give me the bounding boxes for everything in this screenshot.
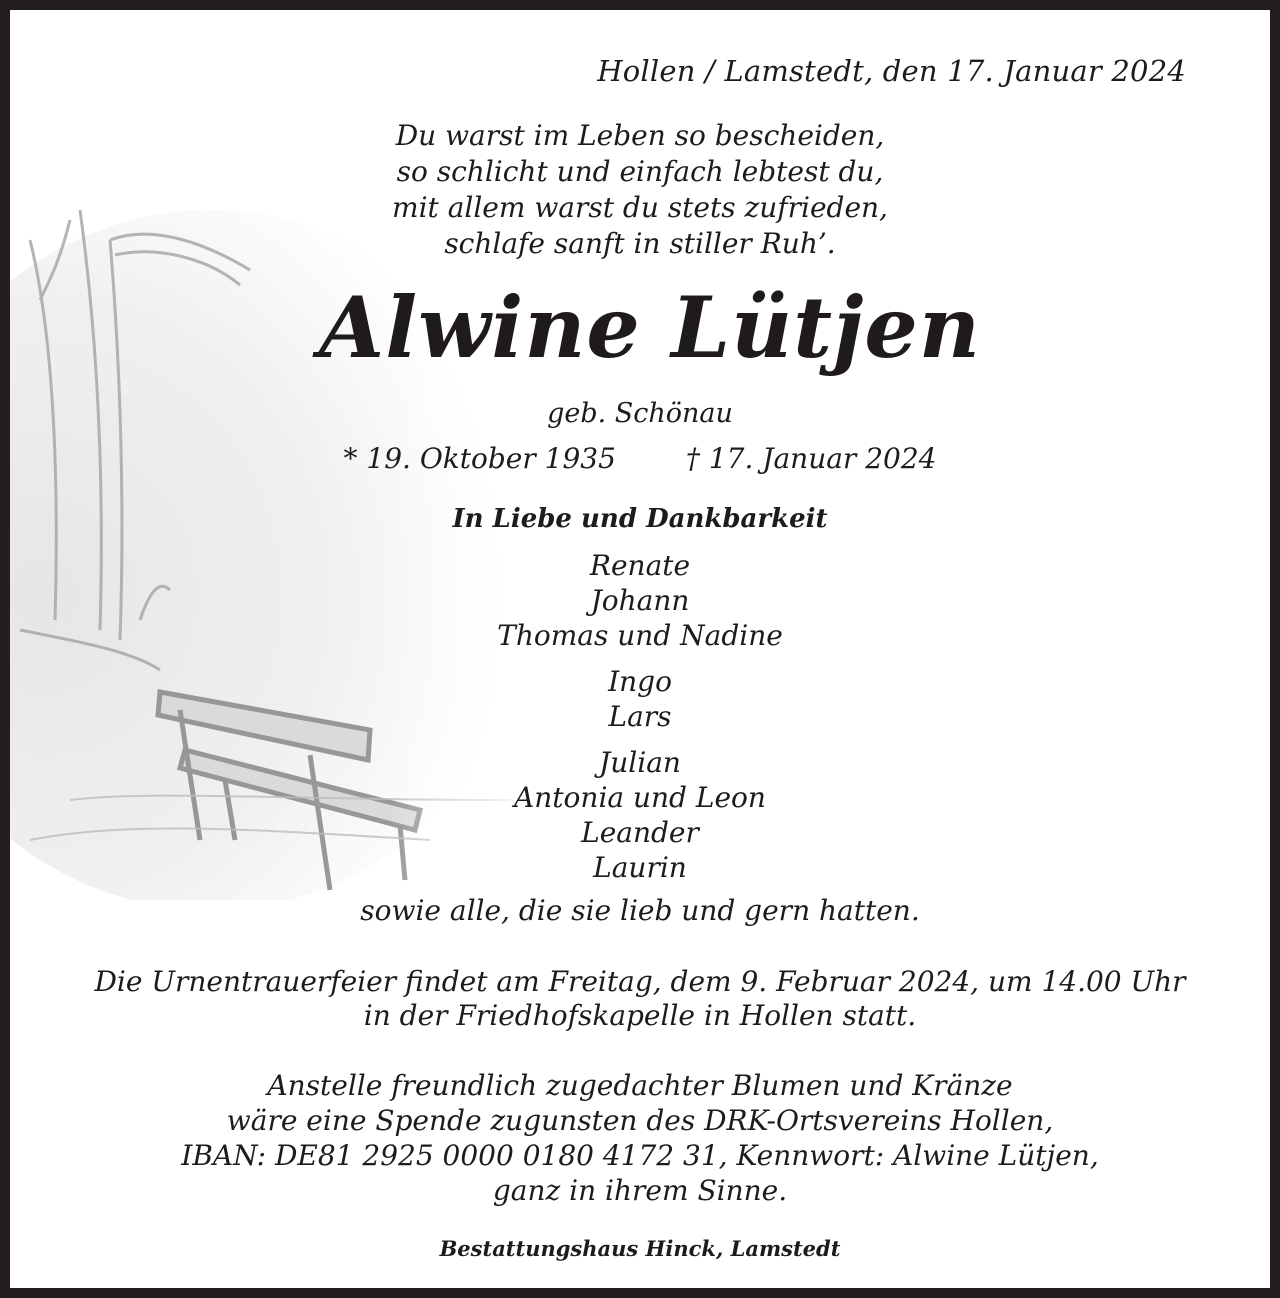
deceased-name: Alwine Lütjen xyxy=(319,278,981,377)
donation-iban-line: IBAN: DE81 2925 0000 0180 4172 31, Kennwort: Alwine Lütjen, xyxy=(181,1139,1099,1172)
donation-info xyxy=(10,1068,1270,1208)
donation-line: wäre eine Spende zugunsten des DRK-Ortsvereins Hollen, xyxy=(226,1104,1054,1137)
mourner-name: Leander xyxy=(581,816,699,849)
life-dates xyxy=(10,442,1270,475)
poem-line: so schlicht und einfach lebtest du, xyxy=(396,155,884,188)
mourner-name: Julian xyxy=(599,746,681,779)
mourner-name: Lars xyxy=(608,700,672,733)
mourner-name: Thomas und Nadine xyxy=(497,619,783,652)
mourner-name: Laurin xyxy=(593,851,687,884)
funeral-home: Bestattungshaus Hinck, Lamstedt xyxy=(439,1236,841,1261)
thanks-heading: In Liebe und Dankbarkeit xyxy=(452,504,828,534)
poem-line: Du warst im Leben so bescheiden, xyxy=(395,119,885,152)
obituary-notice xyxy=(10,10,1270,1288)
donation-line: ganz in ihrem Sinne. xyxy=(492,1174,788,1207)
place-and-date: Hollen / Lamstedt, den 17. Januar 2024 xyxy=(597,54,1186,88)
mourner-name: Ingo xyxy=(608,665,672,698)
mourner-name: Antonia und Leon xyxy=(514,781,766,814)
mourner-name: Renate xyxy=(589,549,691,582)
ceremony-line: Die Urnentrauerfeier findet am Freitag, dem 9. Februar 2024, um 14.00 Uhr xyxy=(94,965,1186,998)
ceremony-line: in der Friedhofskapelle in Hollen statt. xyxy=(363,999,917,1032)
closing-line: sowie alle, die sie lieb und gern hatten. xyxy=(360,894,920,927)
mourners-group-1 xyxy=(10,548,1270,653)
donation-line: Anstelle freundlich zugedachter Blumen und Kränze xyxy=(267,1069,1013,1102)
birth-date: * 19. Oktober 1935 xyxy=(343,442,616,475)
ceremony-info xyxy=(10,965,1270,1033)
death-date: † 17. Januar 2024 xyxy=(685,442,937,475)
mourners-group-3 xyxy=(10,745,1270,885)
memorial-poem xyxy=(260,118,1020,262)
poem-line: mit allem warst du stets zufrieden, xyxy=(392,191,888,224)
maiden-name: geb. Schönau xyxy=(547,398,733,429)
poem-line: schlafe sanft in stiller Ruh’. xyxy=(444,227,836,260)
mourners-group-2 xyxy=(10,664,1270,734)
mourner-name: Johann xyxy=(590,584,690,617)
